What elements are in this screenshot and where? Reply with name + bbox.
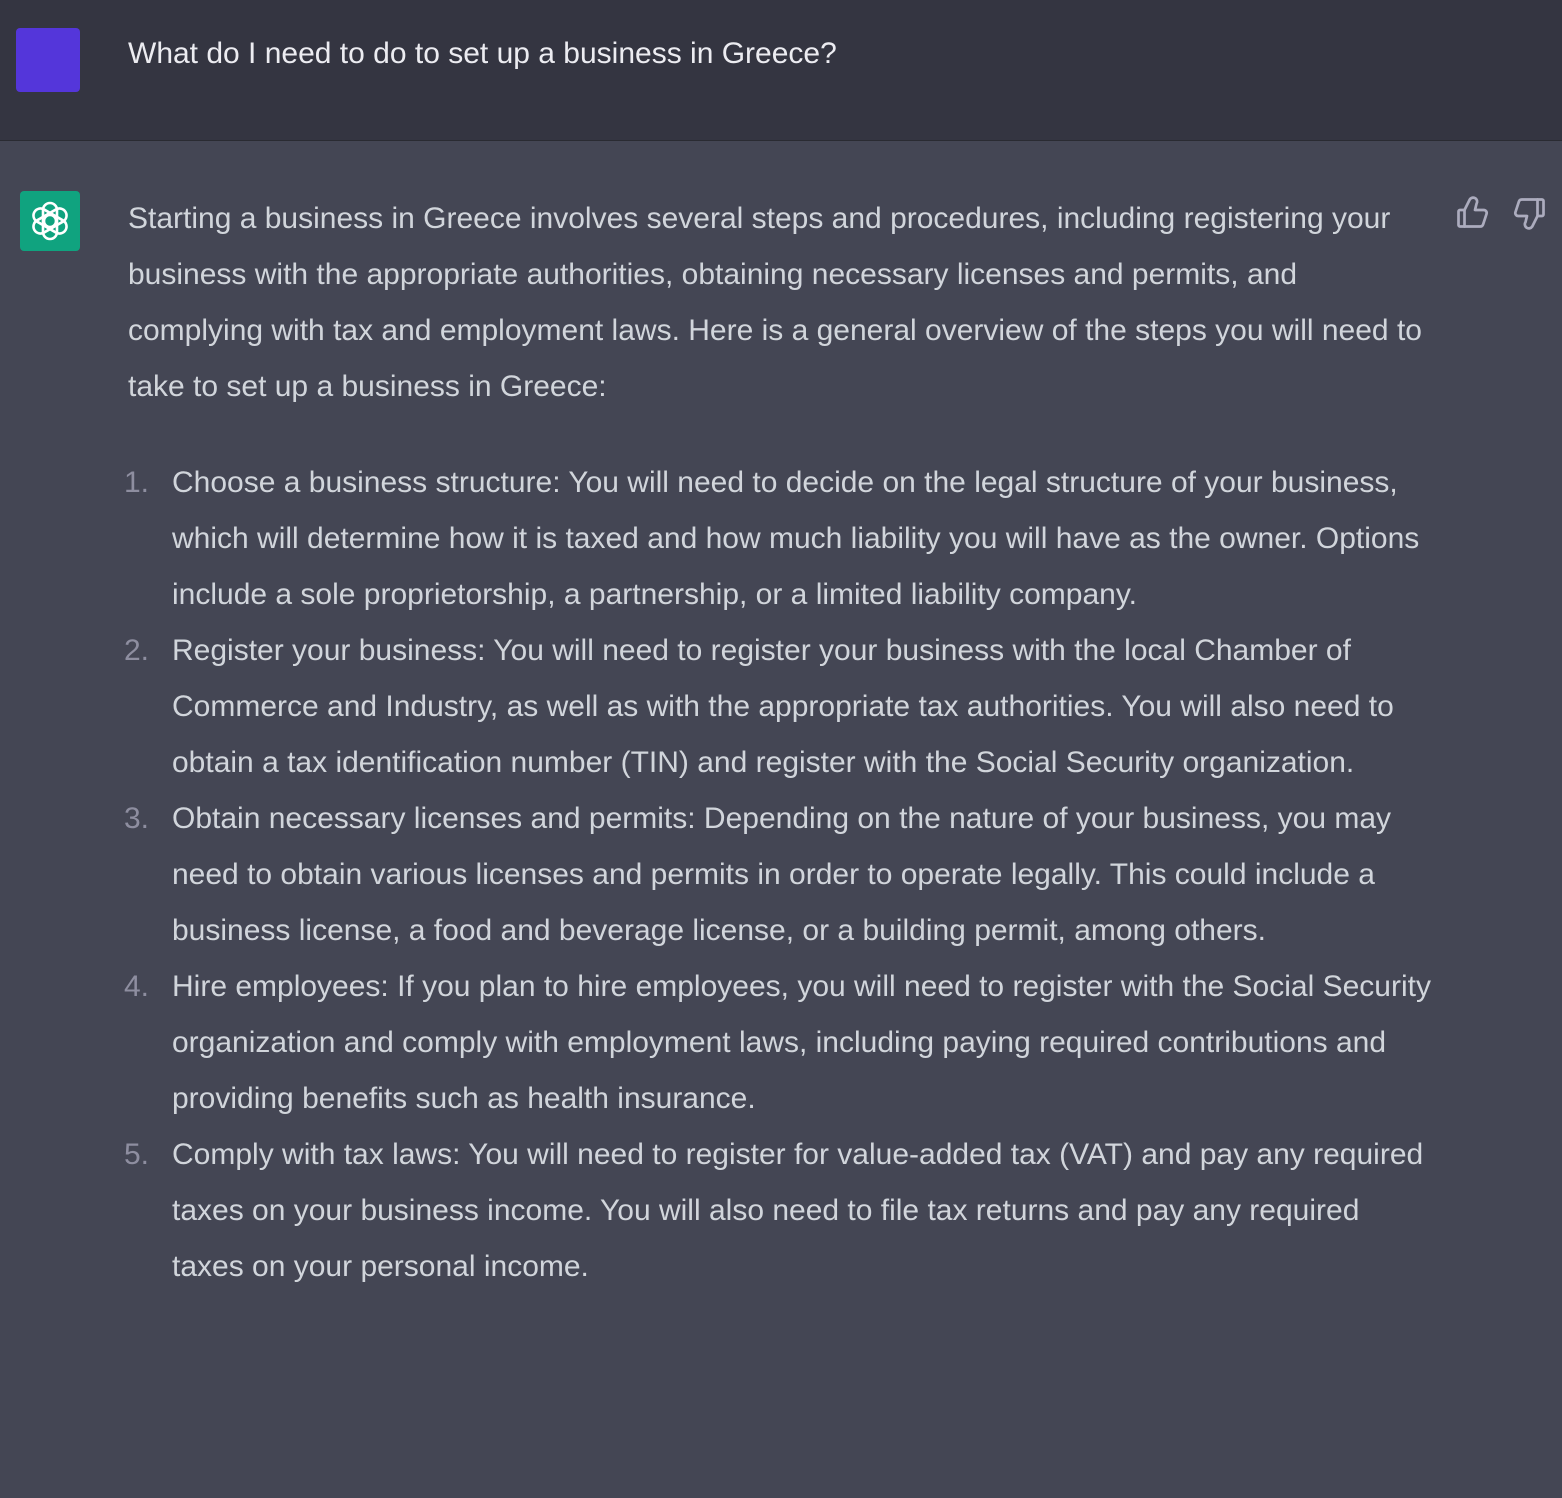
list-item-number: 3.	[124, 802, 150, 835]
list-item-number: 2.	[124, 634, 150, 667]
thumbs-down-button[interactable]	[1512, 195, 1548, 231]
list-item	[124, 791, 1432, 959]
list-item-number: 4.	[124, 970, 150, 1003]
list-item	[124, 959, 1432, 1127]
list-item	[124, 455, 1432, 623]
list-item-text: Register your business: You will need to register your business with the local Chamber of Commerce and Industry, as well as with the appropriate tax authorities. You will also need to obtain a tax identification number (TIN) and register with the Social Security organization.	[172, 634, 1394, 779]
thumbs-up-button[interactable]	[1454, 195, 1490, 231]
list-item-number: 5.	[124, 1138, 150, 1171]
list-item	[124, 623, 1432, 791]
thumbs-down-icon[interactable]	[1512, 195, 1548, 231]
assistant-avatar	[20, 191, 80, 251]
openai-logo-icon	[28, 199, 72, 243]
thumbs-up-icon[interactable]	[1454, 195, 1490, 231]
user-message-text: What do I need to do to set up a business in Greece?	[128, 37, 837, 70]
steps-list	[124, 455, 1432, 1295]
list-item-text: Obtain necessary licenses and permits: Depending on the nature of your business, you may need to obtain various licenses and permits in order to operate legally. This could include a business license, a food and beverage license, or a building permit, among others.	[172, 802, 1392, 947]
list-item	[124, 1127, 1432, 1295]
feedback-buttons	[1454, 195, 1548, 231]
list-item-text: Choose a business structure: You will need to decide on the legal structure of your business, which will determine how it is taxed and how much liability you will have as the owner. Options include a sole proprietorship, a partnership, or a limited liability company.	[172, 466, 1420, 611]
list-item-text: Hire employees: If you plan to hire employees, you will need to register with the Social Security organization and comply with employment laws, including paying required contributions and providing benefits such as health insurance.	[172, 970, 1431, 1115]
assistant-message-content	[124, 191, 1432, 1295]
assistant-message-row	[0, 141, 1562, 1498]
list-item-text: Comply with tax laws: You will need to register for value-added tax (VAT) and pay any required taxes on your business income. You will also need to file tax returns and pay any required taxes on your personal income.	[172, 1138, 1424, 1283]
list-item-number: 1.	[124, 466, 150, 499]
assistant-intro-text: Starting a business in Greece involves several steps and procedures, including registering your business with the appropriate authorities, obtaining necessary licenses and permits, and complying with tax and employment laws. Here is a general overview of the steps you will need to take to set up a business in Greece:	[128, 202, 1422, 403]
user-message-row	[0, 0, 1562, 141]
user-avatar	[16, 28, 80, 92]
